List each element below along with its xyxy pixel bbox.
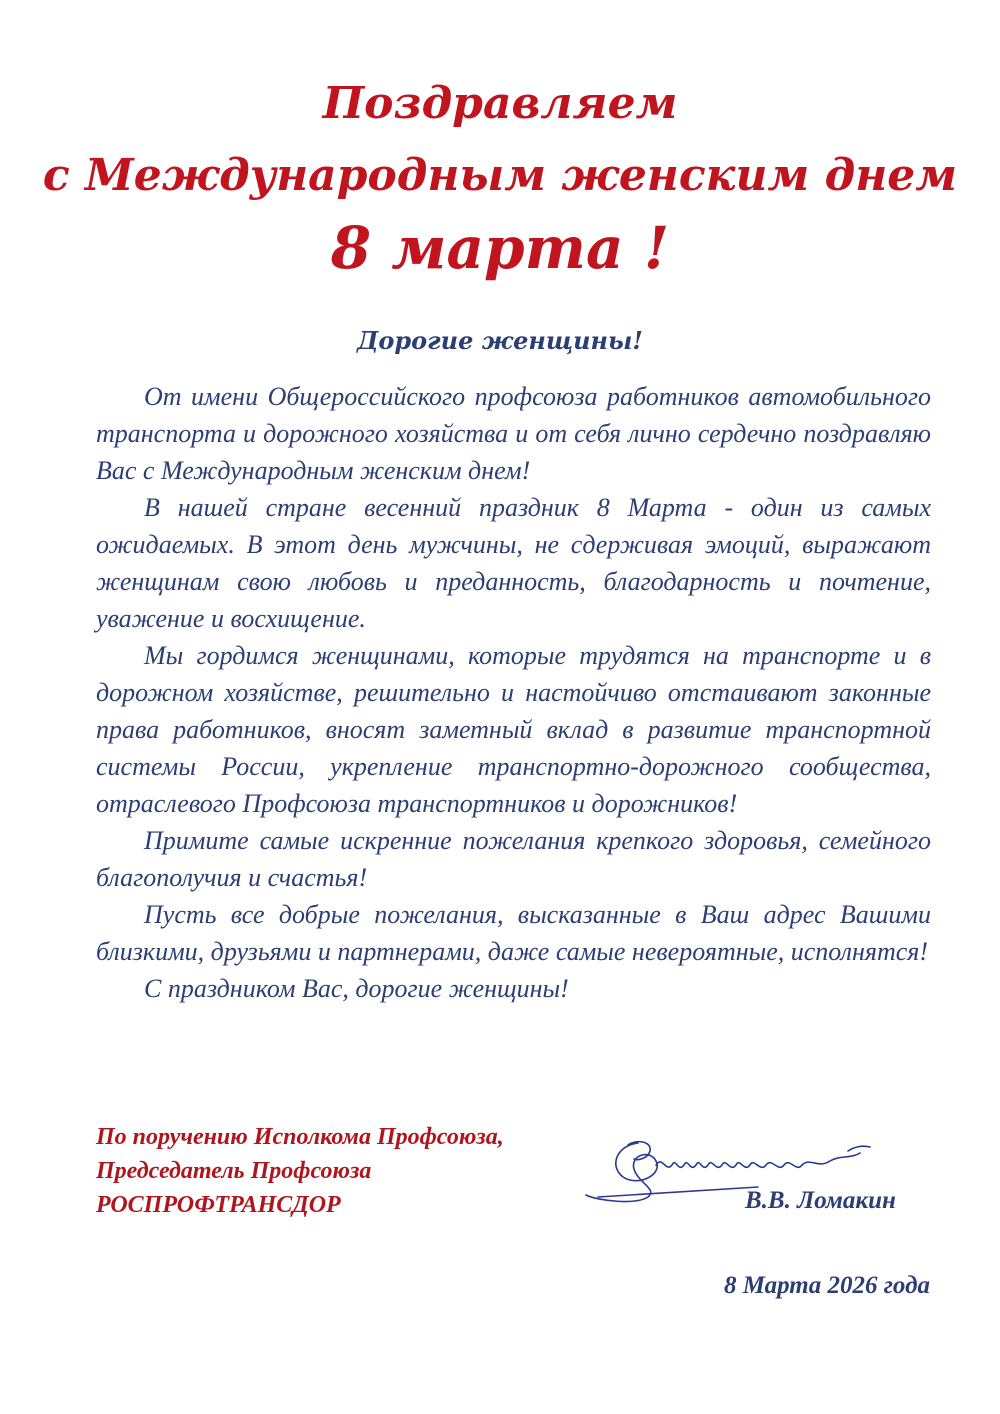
paragraph: С праздником Вас, дорогие женщины! <box>144 974 569 1003</box>
paragraph: Примите самые искренние пожелания крепкого здоровья, семейного благополучия и счастья! <box>96 826 931 892</box>
signature-block-line-2: Председатель Профсоюза <box>96 1158 372 1184</box>
letter-body <box>96 378 931 1007</box>
paragraph: В нашей стране весенний праздник 8 Марта - один из самых ожидаемых. В этот день мужчины, не сдерживая эмоций, выражают женщинам свою любовь и преданность, благодарность и почтение, уважение и восхищение. <box>96 493 931 633</box>
headline-line-3: 8 марта ! <box>330 214 670 282</box>
signature-block-line-3: РОСПРОФТРАНСДОР <box>96 1192 341 1218</box>
paragraph: Пусть все добрые пожелания, высказанные в Ваш адрес Вашими близкими, друзьями и партнерами, даже самые невероятные, исполнятся! <box>96 900 931 966</box>
headline-line-2: с Международным женским днем <box>42 150 958 201</box>
signature-block-line-1: По поручению Исполкома Профсоюза, <box>96 1124 504 1150</box>
headline-line-1: Поздравляем <box>322 78 678 129</box>
greeting: Дорогие женщины! <box>357 326 643 355</box>
signer-name: В.В. Ломакин <box>745 1187 896 1214</box>
paragraph: От имени Общероссийского профсоюза работников автомобильного транспорта и дорожного хозяйства и от себя лично сердечно поздравляю Вас с Международным женским днем! <box>96 382 931 485</box>
signature-block <box>96 1120 504 1222</box>
letter-date: 8 Марта 2026 года <box>723 1272 930 1299</box>
paragraph: Мы гордимся женщинами, которые трудятся на транспорте и в дорожном хозяйстве, решительно и настойчиво отстаивают законные права работников, вносят заметный вклад в развитие транспортной системы России, укрепление транспортно-дорожного сообщества, отраслевого Профсоюза транспортников и дорожников! <box>96 641 931 818</box>
